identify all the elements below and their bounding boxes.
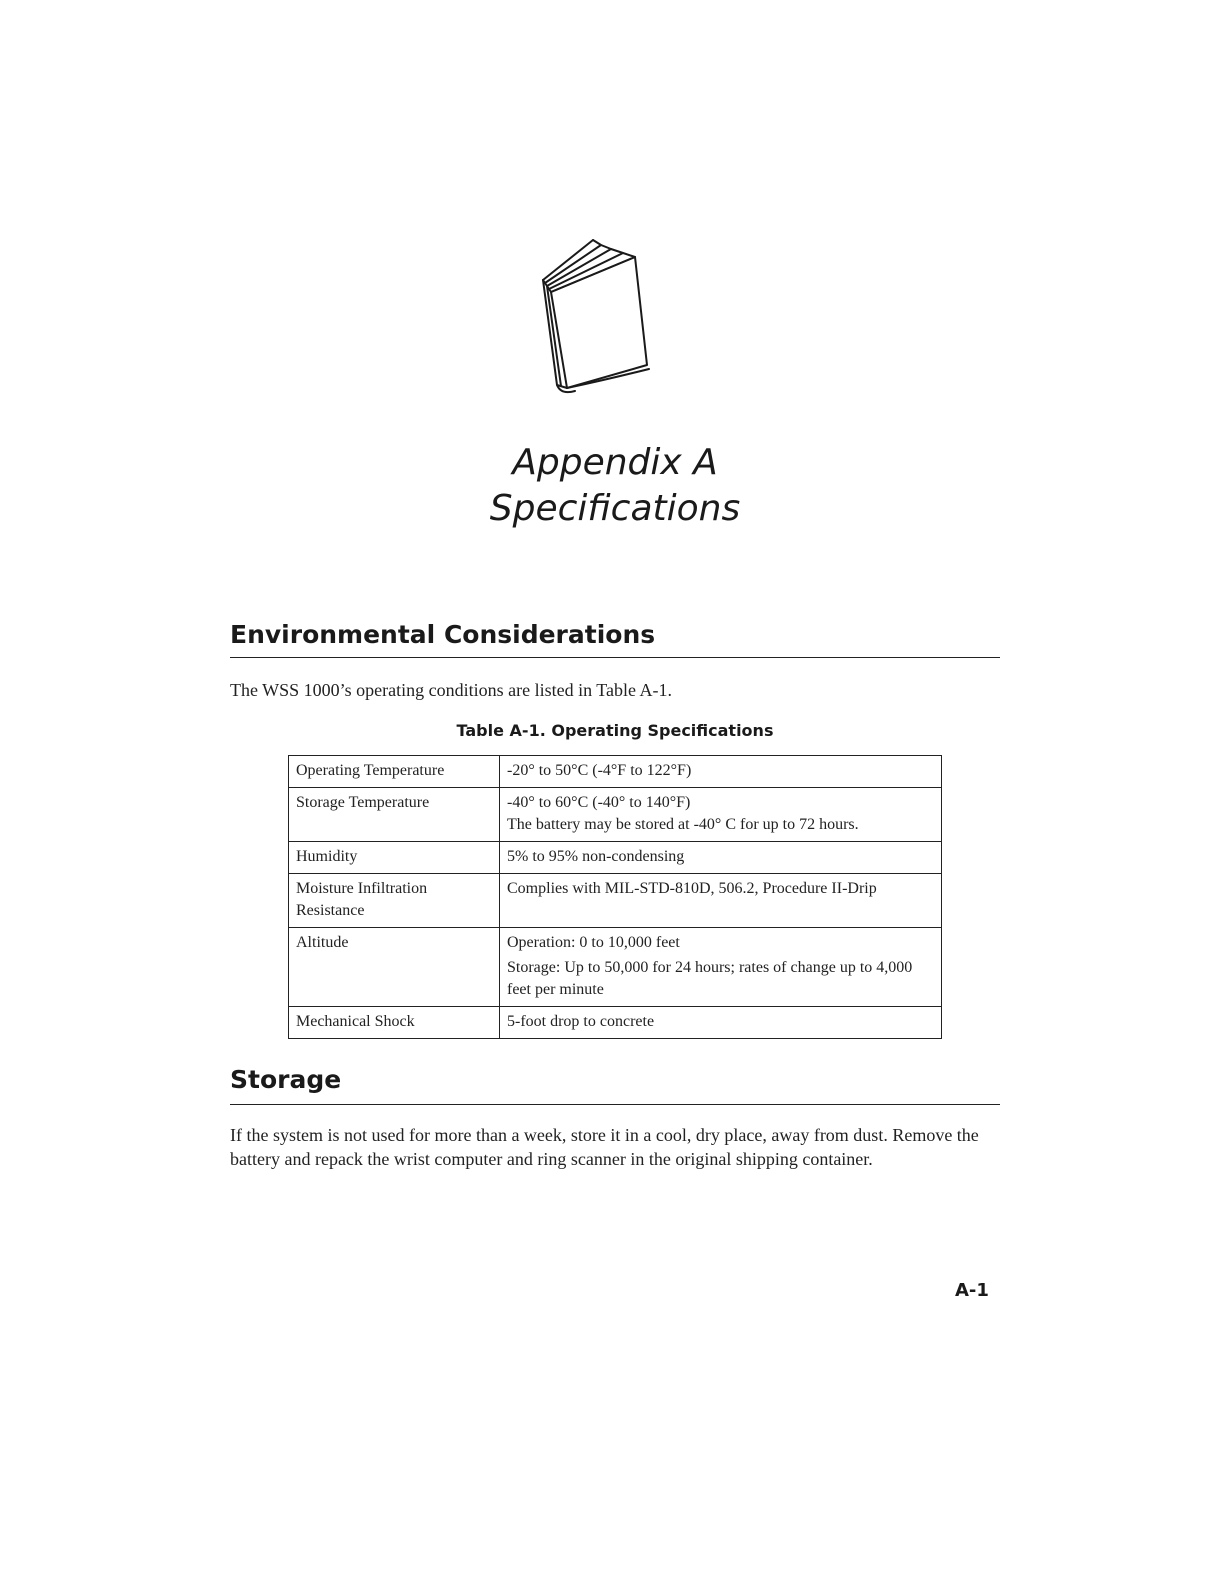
section-divider xyxy=(230,657,1000,658)
spec-value xyxy=(500,756,942,788)
spec-value-line: 5-foot drop to concrete xyxy=(507,1013,655,1030)
spec-value-line: The battery may be stored at -40° C for up to 72 hours. xyxy=(507,816,859,833)
spec-value xyxy=(500,788,942,842)
appendix-label: Appendix A xyxy=(512,442,718,483)
spec-table xyxy=(288,755,942,1039)
storage-text: If the system is not used for more than a week, store it in a cool, dry place, away from dust. Remove the battery and repack the wrist computer and ring scanner in the original shipping container. xyxy=(230,1125,979,1169)
spec-value-line: 5% to 95% non-condensing xyxy=(507,848,685,865)
spec-label: Moisture Infiltration Resistance xyxy=(289,874,500,928)
appendix-title xyxy=(470,440,760,532)
table-row xyxy=(289,756,942,788)
table-caption: Table A-1. Operating Specifications xyxy=(456,721,774,740)
book-icon xyxy=(535,235,665,400)
page-number: A-1 xyxy=(955,1280,989,1301)
table-row xyxy=(289,788,942,842)
spec-label: Humidity xyxy=(289,842,500,874)
spec-value-line: -20° to 50°C (-4°F to 122°F) xyxy=(507,762,692,779)
spec-value-line: -40° to 60°C (-40° to 140°F) xyxy=(507,794,691,811)
spec-label: Operating Temperature xyxy=(289,756,500,788)
spec-value xyxy=(500,874,942,928)
spec-value xyxy=(500,928,942,1007)
environmental-heading: Environmental Considerations xyxy=(230,620,656,649)
storage-heading: Storage xyxy=(230,1065,342,1094)
environmental-intro: The WSS 1000’s operating conditions are listed in Table A-1. xyxy=(230,680,673,700)
table-row xyxy=(289,842,942,874)
spec-value-line: Storage: Up to 50,000 for 24 hours; rates of change up to 4,000 feet per minute xyxy=(507,959,913,998)
table-row xyxy=(289,928,942,1007)
appendix-subtitle: Specifications xyxy=(489,488,741,529)
spec-label: Mechanical Shock xyxy=(289,1007,500,1039)
spec-value-line: Operation: 0 to 10,000 feet xyxy=(507,934,680,951)
table-row xyxy=(289,1007,942,1039)
section-divider xyxy=(230,1104,1000,1105)
spec-value-line: Complies with MIL-STD-810D, 506.2, Procedure II-Drip xyxy=(507,880,877,897)
spec-label: Storage Temperature xyxy=(289,788,500,842)
table-row xyxy=(289,874,942,928)
spec-label: Altitude xyxy=(289,928,500,1007)
spec-value xyxy=(500,1007,942,1039)
spec-value xyxy=(500,842,942,874)
